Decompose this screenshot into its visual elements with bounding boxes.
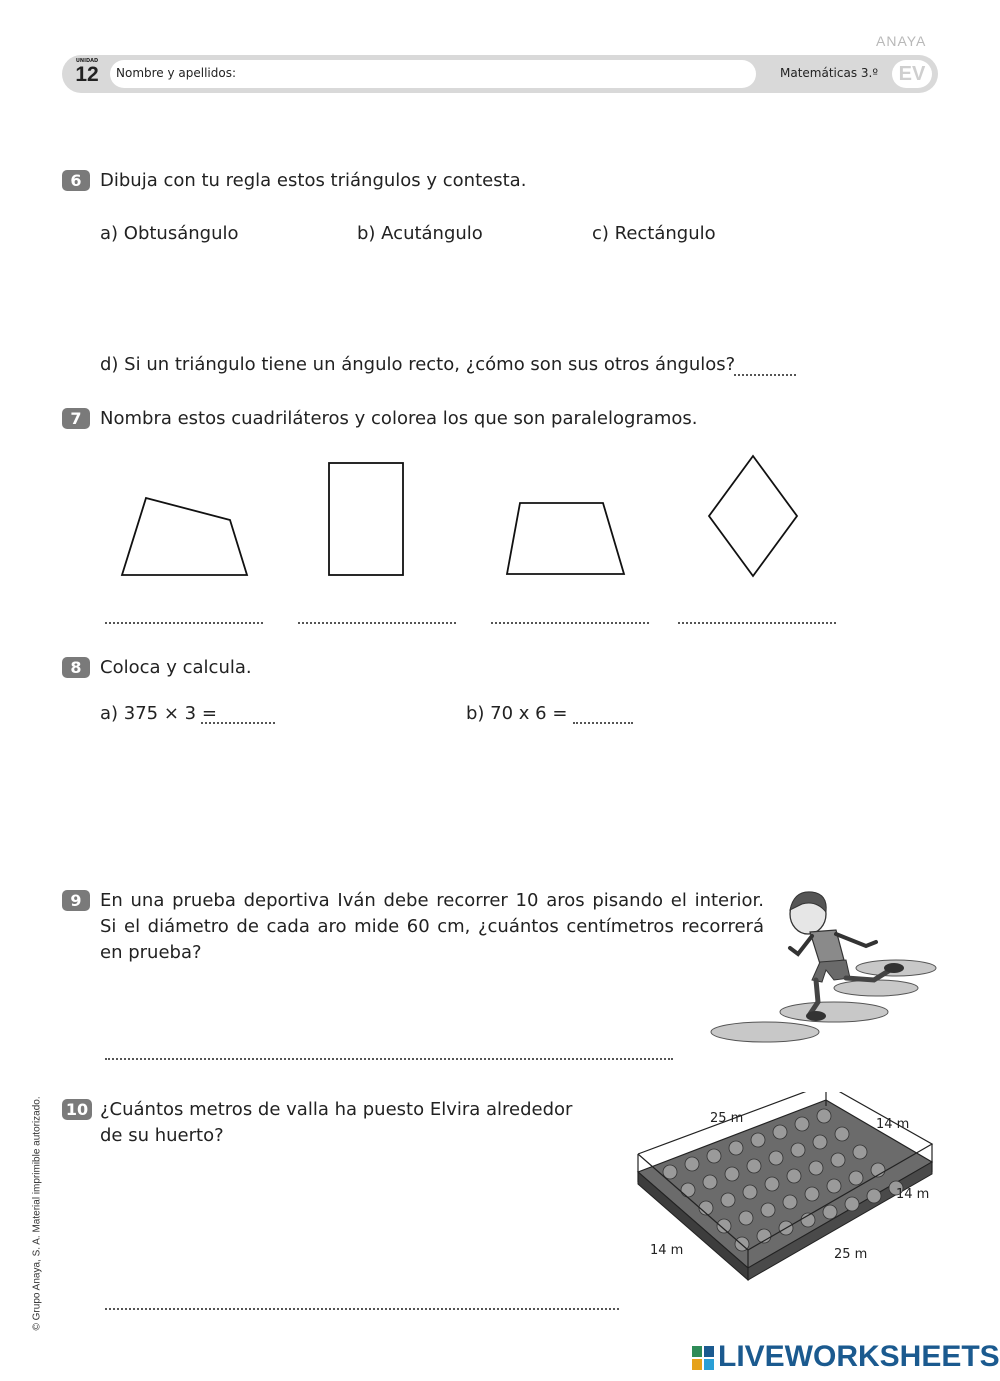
answer-7-blank-4[interactable] bbox=[678, 622, 836, 624]
copyright-text: © Grupo Anaya, S. A. Material imprimible autorizado. bbox=[31, 1096, 43, 1331]
question-10-text-line2: de su huerto? bbox=[100, 1125, 224, 1146]
boy-jumping-hoops-illustration bbox=[706, 884, 942, 1048]
rhombus-shape bbox=[709, 456, 797, 576]
answer-7-blank-1[interactable] bbox=[105, 622, 263, 624]
unit-label: UNIDAD bbox=[75, 58, 99, 64]
question-6d-text: d) Si un triángulo tiene un ángulo recto, ¿cómo son sus otros ángulos? bbox=[100, 354, 736, 375]
boy-shoe-right bbox=[884, 963, 904, 973]
question-6c-label: c) Rectángulo bbox=[592, 223, 716, 244]
answer-9-blank[interactable] bbox=[105, 1058, 673, 1060]
name-label: Nombre y apellidos: bbox=[116, 66, 237, 80]
hoop-1 bbox=[711, 1022, 819, 1042]
question-8a-label: a) 375 × 3 = bbox=[100, 703, 217, 724]
question-7-text: Nombra estos cuadriláteros y colorea los que son paralelogramos. bbox=[100, 408, 698, 429]
answer-6d-blank[interactable] bbox=[734, 374, 796, 376]
question-6-number: 6 bbox=[62, 170, 90, 191]
question-10-number: 10 bbox=[62, 1099, 92, 1120]
garden-label-bottom-left: 14 m bbox=[650, 1243, 684, 1258]
answer-8b-blank[interactable] bbox=[573, 722, 633, 724]
question-8-text: Coloca y calcula. bbox=[100, 657, 252, 678]
quadrilaterals-figure bbox=[100, 448, 840, 588]
garden-label-top-right: 14 m bbox=[876, 1117, 910, 1132]
question-10-text-line1: ¿Cuántos metros de valla ha puesto Elvira alrededor bbox=[100, 1099, 573, 1120]
subject-label: Matemáticas 3.º bbox=[780, 66, 878, 80]
hoop-2 bbox=[780, 1002, 888, 1022]
rectangle-shape bbox=[329, 463, 403, 575]
answer-8a-blank[interactable] bbox=[201, 722, 275, 724]
trapezoid-shape bbox=[507, 503, 624, 574]
question-6a-label: a) Obtusángulo bbox=[100, 223, 239, 244]
liveworksheets-brand[interactable]: LIVEWORKSHEETS bbox=[718, 1340, 1000, 1373]
answer-10-blank[interactable] bbox=[105, 1308, 619, 1310]
publisher-logo: ANAYA bbox=[876, 33, 927, 49]
liveworksheets-logo-icon bbox=[692, 1346, 714, 1370]
garden-label-top-left: 25 m bbox=[710, 1111, 744, 1126]
ev-badge: EV bbox=[892, 60, 932, 88]
question-6-text: Dibuja con tu regla estos triángulos y contesta. bbox=[100, 170, 527, 191]
unit-badge bbox=[68, 58, 106, 90]
boy-shoe-left bbox=[806, 1011, 826, 1021]
question-8-number: 8 bbox=[62, 657, 90, 678]
question-7-number: 7 bbox=[62, 408, 90, 429]
answer-7-blank-2[interactable] bbox=[298, 622, 456, 624]
answer-7-blank-3[interactable] bbox=[491, 622, 649, 624]
garden-label-bottom-right: 25 m bbox=[834, 1247, 868, 1262]
garden-plot-illustration bbox=[630, 1092, 940, 1282]
boy-arm-left bbox=[790, 936, 812, 954]
question-9-text: En una prueba deportiva Iván debe recorrer 10 aros pisando el interior. Si el diámetro de cada aro mide 60 cm, ¿cuántos centímetros recorrerá en prueba? bbox=[100, 890, 764, 963]
garden-label-right: 14 m bbox=[896, 1187, 930, 1202]
question-6b-label: b) Acutángulo bbox=[357, 223, 483, 244]
question-8b-label: b) 70 x 6 = bbox=[466, 703, 568, 724]
unit-number: 12 bbox=[75, 63, 99, 86]
trapezoid-irregular-shape bbox=[122, 498, 247, 575]
boy-arm-right bbox=[836, 934, 876, 946]
hoop-3 bbox=[834, 980, 918, 996]
question-9-number: 9 bbox=[62, 890, 90, 911]
